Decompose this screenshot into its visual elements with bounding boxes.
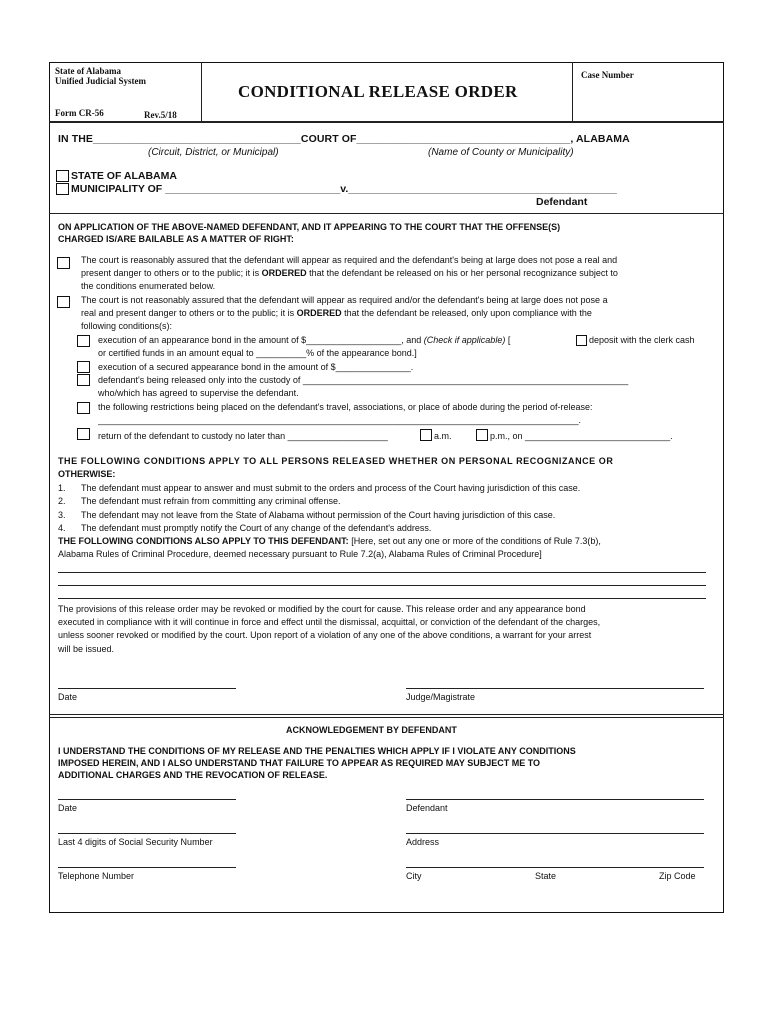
condition-item-4: The defendant must promptly notify the Court of any change of the defendant's address. (81, 523, 432, 533)
form-title: CONDITIONAL RELEASE ORDER (238, 82, 518, 101)
case-number-field[interactable] (578, 84, 718, 118)
condition-bond-line2[interactable]: or certified funds in an amount equal to __________% of the appearance bond.] (98, 348, 417, 358)
deposit-label: deposit with the clerk cash (589, 335, 695, 345)
option1-line3: the conditions enumerated below. (81, 281, 216, 291)
condition-secured-bond-text[interactable]: execution of a secured appearance bond in the amount of $_______________. (98, 362, 414, 372)
condition-bond-text: execution of an appearance bond in the amount of $___________________, and (98, 335, 424, 345)
provisions-line-3: unless sooner revoked or modified by the court. Upon report of a violation of any one of the above conditions, a warrant for your arrest (58, 630, 592, 640)
defendant-signature-line[interactable] (406, 799, 704, 800)
bracket: [ (505, 335, 511, 345)
state-option-label: STATE OF ALABAMA (71, 170, 177, 182)
option1-line2 (81, 267, 618, 279)
defendant-signature-label: Defendant (406, 803, 448, 813)
option1-line1: The court is reasonably assured that the defendant will appear as required and the defendant's being at large does not pose a real and (81, 255, 618, 265)
ssn-label: Last 4 digits of Social Security Number (58, 837, 213, 847)
header-bottom-rule (49, 121, 724, 123)
condition-restrictions-line[interactable]: ________________________________________________________________________________________________. (98, 415, 582, 425)
form-number: Form CR-56 (55, 108, 104, 118)
state-label-ack: State (535, 871, 557, 881)
phone-label: Telephone Number (58, 871, 135, 881)
application-heading-1: ON APPLICATION OF THE ABOVE-NAMED DEFENDANT, AND IT APPEARING TO THE COURT THAT THE OFFENSE(S) (58, 222, 561, 232)
option1-checkbox[interactable] (57, 257, 70, 269)
municipality-checkbox[interactable] (56, 183, 69, 195)
am-label: a.m. (434, 431, 452, 441)
condition-item-1: The defendant must appear to answer and must submit to the orders and process of the Court having jurisdiction of this case. (81, 483, 581, 493)
court-section-rule (49, 213, 724, 214)
am-checkbox[interactable] (420, 429, 432, 441)
pm-label[interactable]: p.m., on _____________________________. (490, 431, 673, 441)
ack-divider-bottom (49, 717, 724, 718)
condition-custody-line2: who/which has agreed to supervise the defendant. (98, 388, 299, 398)
option2-line1: The court is not reasonably assured that the defendant will appear as required and/or the defendant's being at large does not pose a (81, 295, 608, 305)
condition-return-checkbox[interactable] (77, 428, 90, 440)
ack-title: ACKNOWLEDGEMENT BY DEFENDANT (286, 725, 457, 735)
condition-item-1-num: 1. (58, 483, 66, 493)
address-label: Address (406, 837, 440, 847)
order-date-line[interactable] (58, 688, 236, 689)
also-applies-rest: [Here, set out any one or more of the conditions of Rule 7.3(b), (348, 536, 601, 546)
condition-restrictions-text: the following restrictions being placed on the defendant's travel, associations, or place of abode during the period of-release: (98, 402, 593, 412)
header-divider-right (572, 62, 573, 122)
option2-line2 (81, 307, 592, 319)
ordered-label: ORDERED (261, 268, 307, 278)
system-label: Unified Judicial System (55, 76, 147, 86)
provisions-line-4: will be issued. (58, 644, 115, 654)
ack-line-3: ADDITIONAL CHARGES AND THE REVOCATION OF RELEASE. (58, 770, 328, 780)
option2-line2a: real and present danger to others or to the public; it is (81, 308, 297, 318)
case-number-label: Case Number (581, 70, 634, 80)
condition-bond-checkbox[interactable] (77, 335, 90, 347)
ack-divider-top (49, 714, 724, 715)
zip-label: Zip Code (659, 871, 696, 881)
county-hint: (Name of County or Municipality) (428, 147, 574, 158)
also-applies-line2: Alabama Rules of Criminal Procedure, deemed necessary pursuant to Rule 7.2(a), Alabama Rules of Criminal Procedure] (58, 549, 542, 559)
city-state-zip-line[interactable] (406, 867, 704, 868)
condition-item-2: The defendant must refrain from committing any criminal offense. (81, 496, 341, 506)
municipality-option-label[interactable]: MUNICIPALITY OF ______________________________v.______________________________________________ (71, 183, 617, 195)
pm-checkbox[interactable] (476, 429, 488, 441)
state-label: State of Alabama (55, 66, 121, 76)
option1-line2a: present danger to others or to the public; it is (81, 268, 262, 278)
condition-item-3-num: 3. (58, 510, 66, 520)
ack-line-2: IMPOSED HEREIN, AND I ALSO UNDERSTAND THAT FAILURE TO APPEAR AS REQUIRED MAY SUBJECT ME TO (58, 758, 541, 768)
option2-checkbox[interactable] (57, 296, 70, 308)
check-if-applicable: (Check if applicable) (423, 335, 506, 345)
additional-conditions-line-2[interactable] (58, 585, 706, 586)
header-divider-left (201, 62, 202, 122)
condition-return-text[interactable]: return of the defendant to custody no later than ____________________ (98, 431, 388, 441)
condition-secured-bond-checkbox[interactable] (77, 361, 90, 373)
provisions-line-1: The provisions of this release order may be revoked or modified by the court for cause. This release order and any appearance bond (58, 604, 586, 614)
ssn-line[interactable] (58, 833, 236, 834)
condition-restrictions-checkbox[interactable] (77, 402, 90, 414)
condition-custody-line1[interactable]: defendant's being released only into the custody of _________________________________________________________________ (98, 375, 629, 385)
judge-label: Judge/Magistrate (406, 692, 476, 702)
circuit-hint: (Circuit, District, or Municipal) (148, 147, 279, 158)
conditions-heading-2: OTHERWISE: (58, 469, 116, 479)
condition-custody-checkbox[interactable] (77, 374, 90, 386)
additional-conditions-line-1[interactable] (58, 572, 706, 573)
ack-date-label: Date (58, 803, 78, 813)
address-line[interactable] (406, 833, 704, 834)
ack-date-line[interactable] (58, 799, 236, 800)
conditions-heading-1: THE FOLLOWING CONDITIONS APPLY TO ALL PERSONS RELEASED WHETHER ON PERSONAL RECOGNIZANCE OR (58, 456, 614, 466)
court-line[interactable]: IN THE___________________________________COURT OF____________________________________, ALABAMA (58, 133, 630, 145)
condition-item-3: The defendant may not leave from the State of Alabama without permission of the Court having jurisdiction of this case. (81, 510, 556, 520)
ack-line-1: I UNDERSTAND THE CONDITIONS OF MY RELEASE AND THE PENALTIES WHICH APPLY IF I VIOLATE ANY CONDITIONS (58, 746, 576, 756)
order-date-label: Date (58, 692, 78, 702)
condition-bond-line1[interactable] (98, 334, 510, 346)
deposit-checkbox[interactable] (576, 335, 587, 346)
also-applies-heading: THE FOLLOWING CONDITIONS ALSO APPLY TO THIS DEFENDANT: (58, 536, 349, 546)
state-checkbox[interactable] (56, 170, 69, 182)
provisions-line-2: executed in compliance with it will continue in force and effect until the dismissal, acquittal, or conviction of the defendant of the charges, (58, 617, 601, 627)
judge-signature-line[interactable] (406, 688, 704, 689)
also-applies-line1 (58, 535, 601, 547)
condition-item-2-num: 2. (58, 496, 66, 506)
defendant-label: Defendant (536, 196, 588, 208)
revision-label: Rev.5/18 (144, 110, 177, 120)
phone-line[interactable] (58, 867, 236, 868)
additional-conditions-line-3[interactable] (58, 598, 706, 599)
city-label: City (406, 871, 422, 881)
condition-item-4-num: 4. (58, 523, 66, 533)
option2-line2b: that the defendant be released, only upon compliance with the (341, 308, 592, 318)
ordered-label-2: ORDERED (296, 308, 342, 318)
option2-line3: following conditions(s): (81, 321, 173, 331)
application-heading-2: CHARGED IS/ARE BAILABLE AS A MATTER OF RIGHT: (58, 234, 294, 244)
option1-line2b: that the defendant be released on his or her personal recognizance subject to (306, 268, 618, 278)
